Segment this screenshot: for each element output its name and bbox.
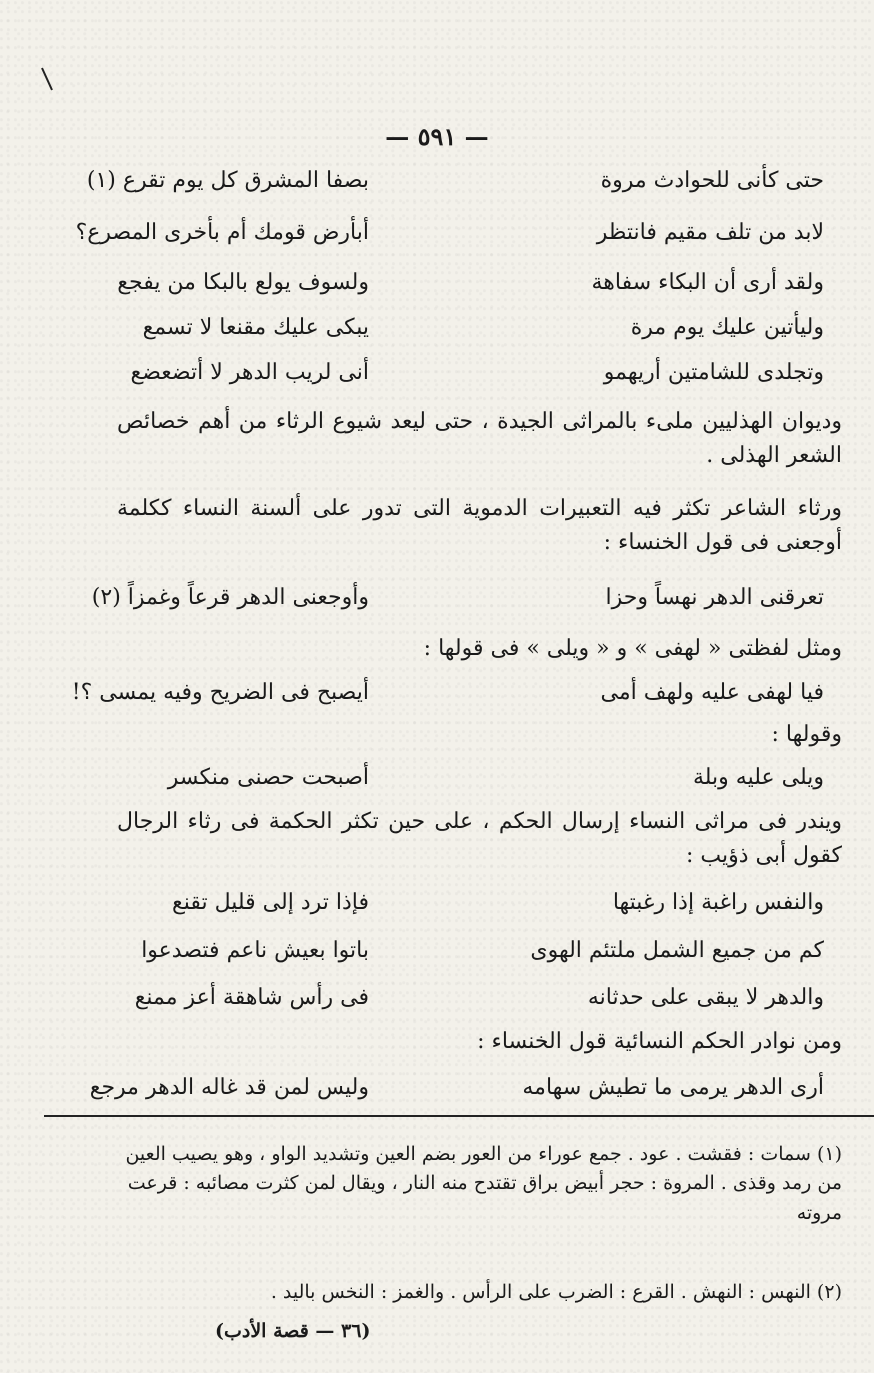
printer-signature: (٣٦ — قصة الأدب) <box>215 1320 371 1342</box>
paragraph: ويندر فى مراثى النساء إرسال الحكم ، على حين تكثر الحكمة فى رثاء الرجال كقول أبى ذؤيب : <box>117 809 842 869</box>
verse-first-hemistich: وليأتين عليك يوم مرة <box>630 315 824 340</box>
footnote-divider <box>44 1115 874 1117</box>
verse-line <box>0 360 874 400</box>
verse-first-hemistich: كم من جميع الشمل ملتئم الهوى <box>530 938 824 963</box>
verse-second-hemistich: بصفا المشرق كل يوم تقرع (١) <box>86 168 369 193</box>
verse-first-hemistich: لابد من تلف مقيم فانتظر <box>596 220 824 245</box>
verse-second-hemistich: أبأرض قومك أم بأخرى المصرع؟ <box>75 220 369 245</box>
verse-line <box>0 168 874 208</box>
verse-second-hemistich: ولسوف يولع بالبكا من يفجع <box>117 270 369 295</box>
verse-line <box>0 890 874 930</box>
verse-first-hemistich: وتجلدى للشامتين أريهمو <box>603 360 824 385</box>
paragraph: وديوان الهذليين ملىء بالمراثى الجيدة ، حتى ليعد شيوع الرثاء من أهم خصائص الشعر الهذلى . <box>117 409 842 469</box>
verse-line <box>0 315 874 355</box>
verse-first-hemistich: والنفس راغبة إذا رغبتها <box>612 890 824 915</box>
verse-second-hemistich: وأوجعنى الدهر قرعاً وغمزاً (٢) <box>91 585 369 610</box>
verse-line <box>0 938 874 978</box>
verse-second-hemistich: فى رأس شاهقة أعز ممنع <box>134 985 369 1010</box>
verse-line <box>0 680 874 720</box>
verse-second-hemistich: فإذا ترد إلى قليل تقنع <box>171 890 369 915</box>
paragraph: وقولها : <box>771 722 842 747</box>
verse-second-hemistich: أصبحت حصنى منكسر <box>167 765 369 790</box>
verse-first-hemistich: ولقد أرى أن البكاء سفاهة <box>591 270 824 295</box>
verse-second-hemistich: وليس لمن قد غاله الدهر مرجع <box>89 1075 369 1100</box>
footnote: (١) سمات : فقشت . عود . جمع عوراء من العور بضم العين وتشديد الواو ، وهو يصيب العين من رمد وقذى . المروة : حجر أبيض براق تقتدح منه النار ، ويقال لمن كثرت مصائبه : قرعت مروته <box>125 1143 842 1224</box>
verse-line <box>0 985 874 1025</box>
page-number: — ٥٩١ — <box>385 122 489 151</box>
verse-first-hemistich: والدهر لا يبقى على حدثانه <box>587 985 824 1010</box>
verse-first-hemistich: أرى الدهر يرمى ما تطيش سهامه <box>522 1075 824 1100</box>
verse-first-hemistich: تعرقنى الدهر نهساً وحزا <box>605 585 824 610</box>
verse-line <box>0 270 874 310</box>
paragraph: ورثاء الشاعر تكثر فيه التعبيرات الدموية التى تدور على ألسنة النساء ككلمة أوجعنى فى قول الخنساء : <box>117 496 842 556</box>
verse-second-hemistich: أنى لريب الدهر لا أتضعضع <box>130 360 369 385</box>
verse-second-hemistich: يبكى عليك مقنعا لا تسمع <box>142 315 369 340</box>
verse-first-hemistich: ويلى عليه وبلة <box>692 765 824 790</box>
verse-line <box>0 1075 874 1115</box>
verse-first-hemistich: حتى كأنى للحوادث مروة <box>600 168 824 193</box>
verse-second-hemistich: أيصبح فى الضريح وفيه يمسى ؟! <box>71 680 369 705</box>
verse-second-hemistich: باتوا بعيش ناعم فتصدعوا <box>141 938 369 963</box>
verse-first-hemistich: فيا لهفى عليه ولهف أمى <box>600 680 824 705</box>
pen-mark-icon <box>40 66 56 92</box>
paragraph: ومثل لفظتى « لهفى » و « ويلى » فى قولها : <box>423 636 842 661</box>
verse-line <box>0 220 874 260</box>
footnote: (٢) النهس : النهش . القرع : الضرب على الرأس . والغمز : النخس باليد . <box>270 1281 842 1303</box>
verse-line <box>0 585 874 625</box>
paragraph: ومن نوادر الحكم النسائية قول الخنساء : <box>477 1029 842 1054</box>
verse-line <box>0 765 874 805</box>
